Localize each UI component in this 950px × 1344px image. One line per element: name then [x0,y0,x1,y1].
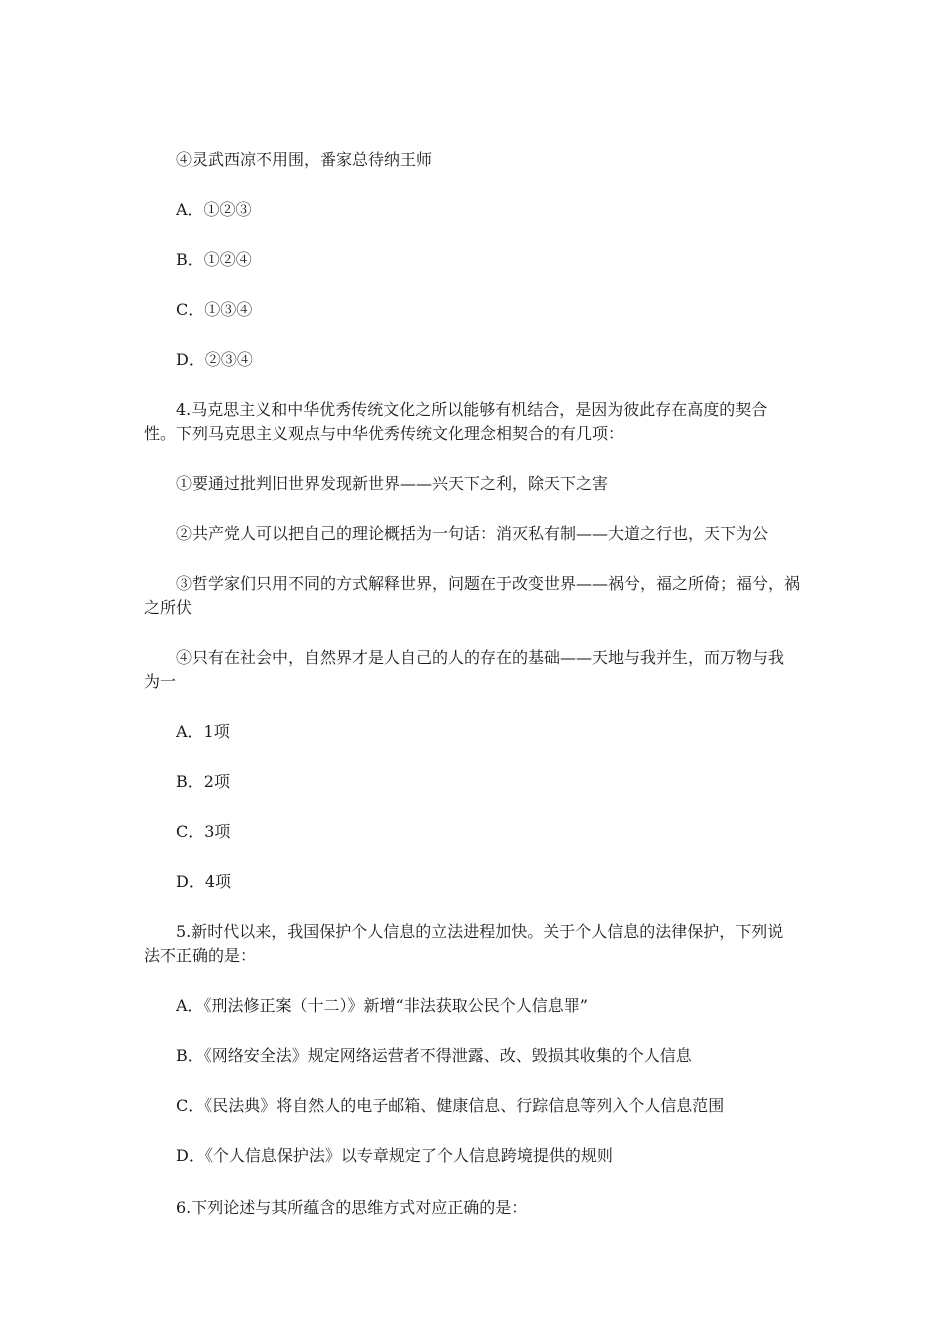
q4-option-d: D．4项 [176,872,232,891]
q4-item-4 [144,646,810,694]
q3-option-b: B．①②④ [176,250,252,269]
q4-item-3-line-2: 之所伏 [144,598,193,617]
q4-item-3 [144,572,810,620]
q4-option-c: C．3项 [176,822,231,841]
q4-option-a: A．1项 [176,722,230,741]
q4-item-4-line-1: ④只有在社会中，自然界才是人自己的人的存在的基础——天地与我并生，而万物与我 [176,648,785,667]
q6-stem: 6.下列论述与其所蕴含的思维方式对应正确的是： [176,1198,528,1217]
q5-stem [144,920,810,968]
q4-item-2: ②共产党人可以把自己的理论概括为一句话：消灭私有制——大道之行也，天下为公 [176,524,769,543]
q3-option-a: A．①②③ [176,200,252,219]
q4-stem-line-2: 性。下列马克思主义观点与中华优秀传统文化理念相契合的有几项： [144,424,625,443]
q4-stem-line-1: 4.马克思主义和中华优秀传统文化之所以能够有机结合，是因为彼此存在高度的契合 [176,400,768,419]
q4-stem [144,398,810,446]
q5-option-b: B．《网络安全法》规定网络运营者不得泄露、改、毁损其收集的个人信息 [176,1046,692,1065]
q5-option-d: D．《个人信息保护法》以专章规定了个人信息跨境提供的规则 [176,1146,613,1165]
q5-stem-line-2: 法不正确的是： [144,946,257,965]
q4-option-b: B．2项 [176,772,230,791]
q3-item-4: ④灵武西凉不用围，番家总待纳王师 [176,150,433,169]
q4-item-1: ①要通过批判旧世界发现新世界——兴天下之利，除天下之害 [176,474,609,493]
q3-option-d: D．②③④ [176,350,253,369]
q3-option-c: C．①③④ [176,300,253,319]
q4-item-4-line-2: 为一 [144,672,177,691]
q5-stem-line-1: 5.新时代以来，我国保护个人信息的立法进程加快。关于个人信息的法律保护，下列说 [176,922,784,941]
q4-item-3-line-1: ③哲学家们只用不同的方式解释世界，问题在于改变世界——祸兮，福之所倚；福兮，祸 [176,574,801,593]
q5-option-c: C．《民法典》将自然人的电子邮箱、健康信息、行踪信息等列入个人信息范围 [176,1096,725,1115]
q5-option-a: A．《刑法修正案（十二）》新增“非法获取公民个人信息罪” [176,996,588,1015]
